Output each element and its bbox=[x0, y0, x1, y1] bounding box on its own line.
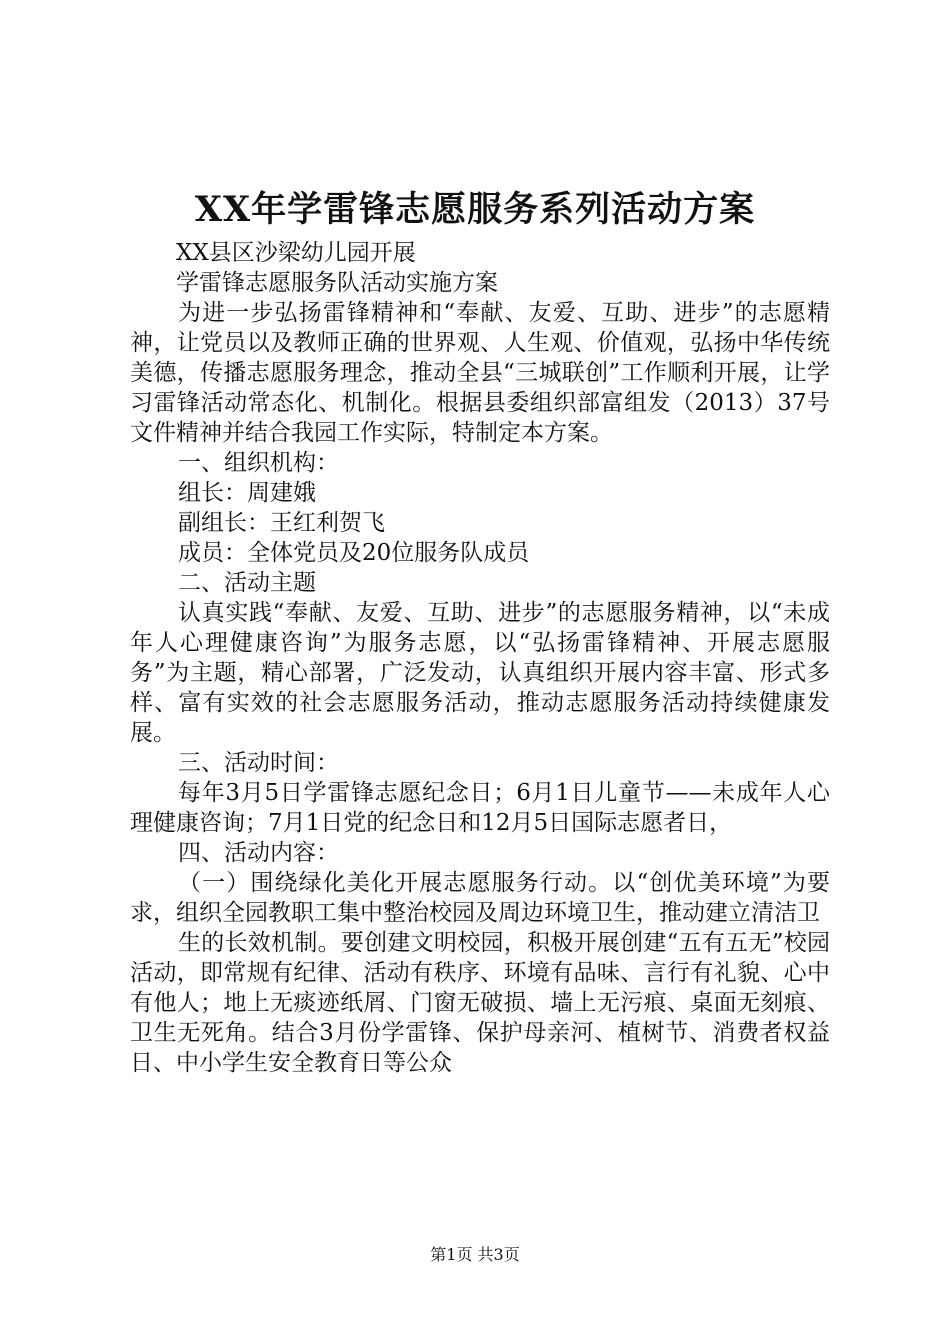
section-heading-content: 四、活动内容： bbox=[178, 840, 339, 866]
intro-paragraph: 为进一步弘扬雷锋精神和“奉献、友爱、互助、进步”的志愿精神，让党员以及教师正确的世界观、人生观、价值观，弘扬中华传统美德，传播志愿服务理念，推动全县“三城联创”工作顺利开展，让学习雷锋活动常态化、机制化。根据县委组织部富组发（2013）37号文件精神并结合我园工作实际，特制定本方案。 bbox=[130, 300, 830, 446]
document-title: XX年学雷锋志愿服务系列活动方案 bbox=[194, 189, 756, 230]
deputy-line: 副组长：王红利贺飞 bbox=[178, 510, 385, 536]
section-heading-theme: 二、活动主题 bbox=[178, 570, 316, 596]
page-footer: 第1页 共3页 bbox=[430, 1245, 520, 1264]
document-body bbox=[130, 238, 830, 1078]
subtitle-line-1: XX县区沙梁幼儿园开展 bbox=[176, 240, 416, 266]
section-heading-organization: 一、组织机构： bbox=[178, 450, 339, 476]
content-item-1-continued: 生的长效机制。要创建文明校园，积极开展创建“五有五无”校园活动，即常规有纪律、活动有秩序、环境有品味、言行有礼貌、心中有他人；地上无痰迹纸屑、门窗无破损、墙上无污痕、桌面无刻痕、卫生无死角。结合3月份学雷锋、保护母亲河、植树节、消费者权益日、中小学生安全教育日等公众 bbox=[130, 930, 830, 1076]
content-item-1: （一）围绕绿化美化开展志愿服务行动。以“创优美环境”为要求，组织全园教职工集中整治校园及周边环境卫生，推动建立清洁卫 bbox=[130, 870, 830, 926]
theme-paragraph: 认真实践“奉献、友爱、互助、进步”的志愿服务精神，以“未成年人心理健康咨询”为服务志愿，以“弘扬雷锋精神、开展志愿服务”为主题，精心部署，广泛发动，认真组织开展内容丰富、形式多样、富有实效的社会志愿服务活动，推动志愿服务活动持续健康发展。 bbox=[130, 600, 830, 746]
leader-line: 组长：周建娥 bbox=[178, 480, 316, 506]
subtitle-line-2: 学雷锋志愿服务队活动实施方案 bbox=[176, 270, 498, 296]
section-heading-time: 三、活动时间： bbox=[178, 750, 339, 776]
time-paragraph: 每年3月5日学雷锋志愿纪念日；6月1日儿童节——未成年人心理健康咨询；7月1日党的纪念日和12月5日国际志愿者日， bbox=[130, 780, 830, 836]
members-line: 成员：全体党员及20位服务队成员 bbox=[178, 540, 530, 566]
